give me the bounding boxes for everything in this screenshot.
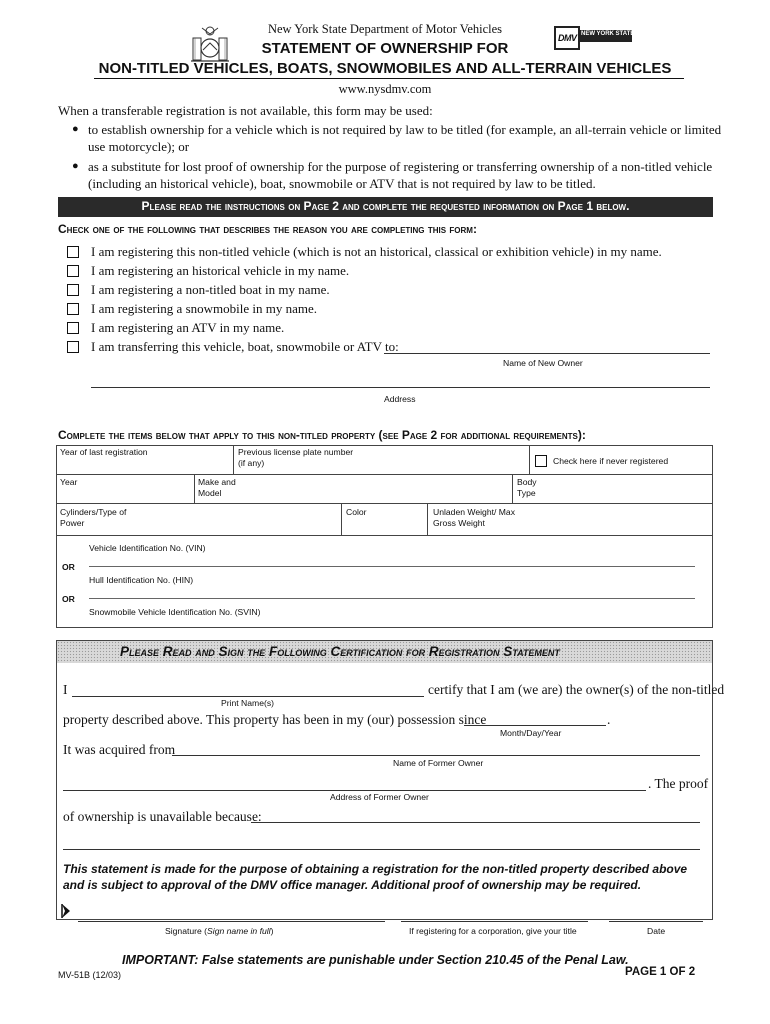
property-heading: Complete the items below that apply to this non-titled property (see Page 2 for additional requirements):: [58, 428, 586, 442]
title-underline: [94, 78, 684, 79]
cert-acquired-text: It was acquired from: [63, 742, 176, 757]
page-number: PAGE 1 OF 2: [625, 966, 696, 978]
reason-option-2: I am registering an historical vehicle in my name.: [91, 263, 350, 278]
new-owner-address-field[interactable]: [91, 387, 710, 388]
reason-option-3: I am registering a non-titled boat in my name.: [91, 282, 330, 297]
cert-certify-text: certify that I am (we are) the owner(s) of the non-titled: [428, 682, 725, 697]
intro-lead: When a transferable registration is not available, this form may be used:: [58, 103, 433, 118]
never-registered-checkbox[interactable]: [535, 455, 547, 467]
reason-checkbox-2[interactable]: [67, 265, 79, 277]
or-label-2: OR: [62, 594, 75, 604]
make-model-label: Make and Model: [198, 477, 236, 498]
unavailable-reason-field-2[interactable]: [63, 849, 700, 850]
former-owner-address-field[interactable]: [63, 790, 646, 791]
cert-proof-text: . The proof: [648, 776, 709, 791]
cert-period: .: [607, 712, 611, 727]
hin-field[interactable]: [89, 598, 695, 599]
previous-plate-label: Previous license plate number (if any): [238, 447, 354, 468]
form-id: MV-51B (12/03): [58, 970, 122, 980]
reason-checkbox-4[interactable]: [67, 303, 79, 315]
dmv-logo-state: NEW YORK STATE: [581, 31, 635, 37]
reason-checkbox-1[interactable]: [67, 246, 79, 258]
corporation-title-label: If registering for a corporation, give your title: [409, 926, 577, 936]
dmv-logo-letters: DMV: [558, 33, 577, 43]
new-owner-address-label: Address: [384, 394, 416, 404]
cert-statement: This statement is made for the purpose of obtaining a registration for the non-titled property described above and is subject to approval of the DMV office manager. Additional proof of ownership may be required.: [63, 862, 688, 892]
form-title-line1: STATEMENT OF OWNERSHIP FOR: [261, 40, 509, 57]
reason-option-5: I am registering an ATV in my name.: [91, 320, 285, 335]
signature-label-post: ): [270, 926, 274, 936]
reason-checkbox-3[interactable]: [67, 284, 79, 296]
year-label: Year: [60, 477, 78, 487]
intro-bullet-2: as a substitute for lost proof of ownership for the purpose of registering or transferring ownership of a non-titled vehicle (including an historical vehicle), boat, snowmobile or ATV that is not required by law to be titled.: [88, 159, 713, 191]
svin-label: Snowmobile Vehicle Identification No. (SVIN): [89, 607, 261, 617]
cert-i: I: [63, 682, 68, 697]
former-owner-name-label: Name of Former Owner: [393, 758, 484, 768]
instructions-banner-text: Please read the instructions on Page 2 and complete the requested information on Page 1 below.: [141, 199, 630, 213]
bullet-dot-2: ●: [72, 160, 79, 172]
new-owner-name-label: Name of New Owner: [503, 358, 583, 368]
hin-label: Hull Identification No. (HIN): [89, 575, 194, 585]
signature-label-pre: Signature (: [165, 926, 208, 936]
form-title-line2: NON-TITLED VEHICLES, BOATS, SNOWMOBILES AND ALL-TERRAIN VEHICLES: [98, 60, 672, 77]
sign-here-arrow-icon: [60, 903, 72, 919]
cert-possession-text: property described above. This property has been in my (our) possession since: [63, 712, 487, 727]
vin-label: Vehicle Identification No. (VIN): [89, 543, 206, 553]
possession-date-label: Month/Day/Year: [500, 728, 562, 738]
former-owner-address-label: Address of Former Owner: [330, 792, 429, 802]
unavailable-reason-field-1[interactable]: [251, 822, 700, 823]
dmv-logo: [554, 26, 634, 52]
bullet-dot-1: ●: [72, 123, 79, 135]
cert-unavailable-text: of ownership is unavailable because:: [63, 809, 262, 824]
or-label-1: OR: [62, 562, 75, 572]
former-owner-name-field[interactable]: [172, 755, 700, 756]
signature-label-em: Sign name in full: [207, 926, 271, 936]
date-field[interactable]: [609, 921, 703, 922]
print-names-field[interactable]: [72, 696, 424, 697]
signature-label: [165, 926, 273, 937]
reason-checkbox-6[interactable]: [67, 341, 79, 353]
new-owner-name-field[interactable]: [384, 353, 710, 354]
year-last-registration-label: Year of last registration: [60, 447, 148, 457]
color-label: Color: [346, 507, 367, 517]
vin-field[interactable]: [89, 566, 695, 567]
reason-option-1: I am registering this non-titled vehicle (which is not an historical, classical or exhibition vehicle) in my name.: [91, 244, 662, 259]
signature-field[interactable]: [78, 921, 385, 922]
reason-option-4: I am registering a snowmobile in my name.: [91, 301, 318, 316]
print-names-label: Print Name(s): [221, 698, 275, 708]
reason-heading: Check one of the following that describes the reason you are completing this form:: [58, 222, 477, 236]
cylinders-label: Cylinders/Type of Power: [60, 507, 127, 528]
never-registered-label: Check here if never registered: [553, 456, 669, 466]
intro-bullet-1: to establish ownership for a vehicle which is not required by law to be titled (for example, an all-terrain vehicle or limited use motorcycle); or: [88, 122, 722, 154]
date-label: Date: [647, 926, 666, 936]
website: www.nysdmv.com: [338, 82, 432, 96]
body-type-label: Body Type: [517, 477, 537, 498]
certification-heading: Please Read and Sign the Following Certification for Registration Statement: [120, 644, 560, 659]
reason-option-6: I am transferring this vehicle, boat, snowmobile or ATV to:: [91, 339, 399, 354]
important-notice: IMPORTANT: False statements are punishable under Section 210.45 of the Penal Law.: [122, 953, 629, 967]
possession-date-field[interactable]: [464, 725, 606, 726]
agency-name: New York State Department of Motor Vehicles: [267, 22, 503, 36]
reason-checkbox-5[interactable]: [67, 322, 79, 334]
weight-label: Unladen Weight/ Max Gross Weight: [433, 507, 516, 528]
corporation-title-field[interactable]: [401, 921, 588, 922]
